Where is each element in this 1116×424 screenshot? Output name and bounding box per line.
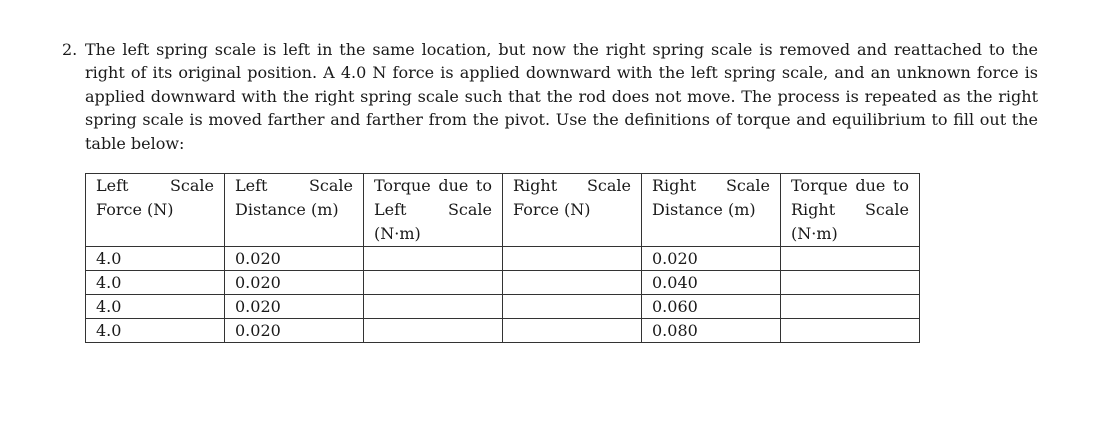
cell-right-distance: 0.080 — [642, 319, 781, 343]
cell-torque-left[interactable] — [364, 247, 503, 271]
cell-torque-right[interactable] — [781, 319, 920, 343]
header-left-scale-distance: Left Scale Distance (m) — [225, 174, 364, 247]
cell-torque-right[interactable] — [781, 247, 920, 271]
cell-left-force: 4.0 — [86, 247, 225, 271]
cell-left-force: 4.0 — [86, 319, 225, 343]
table-row — [86, 295, 920, 319]
cell-right-distance: 0.020 — [642, 247, 781, 271]
header-torque-right: Torque due to Right Scale (N·m) — [781, 174, 920, 247]
cell-left-distance: 0.020 — [225, 271, 364, 295]
table-row — [86, 319, 920, 343]
table-header-row — [86, 174, 920, 247]
cell-right-force[interactable] — [503, 319, 642, 343]
cell-right-distance: 0.040 — [642, 271, 781, 295]
table-row — [86, 247, 920, 271]
cell-right-distance: 0.060 — [642, 295, 781, 319]
cell-right-force[interactable] — [503, 295, 642, 319]
cell-torque-right[interactable] — [781, 295, 920, 319]
problem-text: The left spring scale is left in the same location, but now the right spring scale is removed and reattached to the right of its original position. A 4.0 N force is applied downward with the left spring scale, and an unknown force is applied downward with the right spring scale such that the rod does not move. The process is repeated as the right spring scale is moved farther and farther from the pivot. Use the definitions of torque and equilibrium to fill out the table below: — [85, 40, 1038, 153]
cell-torque-right[interactable] — [781, 271, 920, 295]
cell-left-distance: 0.020 — [225, 319, 364, 343]
cell-left-distance: 0.020 — [225, 295, 364, 319]
cell-left-force: 4.0 — [86, 271, 225, 295]
header-left-scale-force: Left Scale Force (N) — [86, 174, 225, 247]
torque-table — [85, 173, 920, 343]
cell-torque-left[interactable] — [364, 295, 503, 319]
header-right-scale-force: Right Scale Force (N) — [503, 174, 642, 247]
table-row — [86, 271, 920, 295]
problem-number: 2. — [62, 40, 78, 59]
cell-torque-left[interactable] — [364, 319, 503, 343]
header-torque-left: Torque due to Left Scale (N·m) — [364, 174, 503, 247]
cell-torque-left[interactable] — [364, 271, 503, 295]
header-right-scale-distance: Right Scale Distance (m) — [642, 174, 781, 247]
cell-right-force[interactable] — [503, 247, 642, 271]
cell-left-distance: 0.020 — [225, 247, 364, 271]
cell-right-force[interactable] — [503, 271, 642, 295]
problem-statement — [62, 38, 1038, 155]
cell-left-force: 4.0 — [86, 295, 225, 319]
